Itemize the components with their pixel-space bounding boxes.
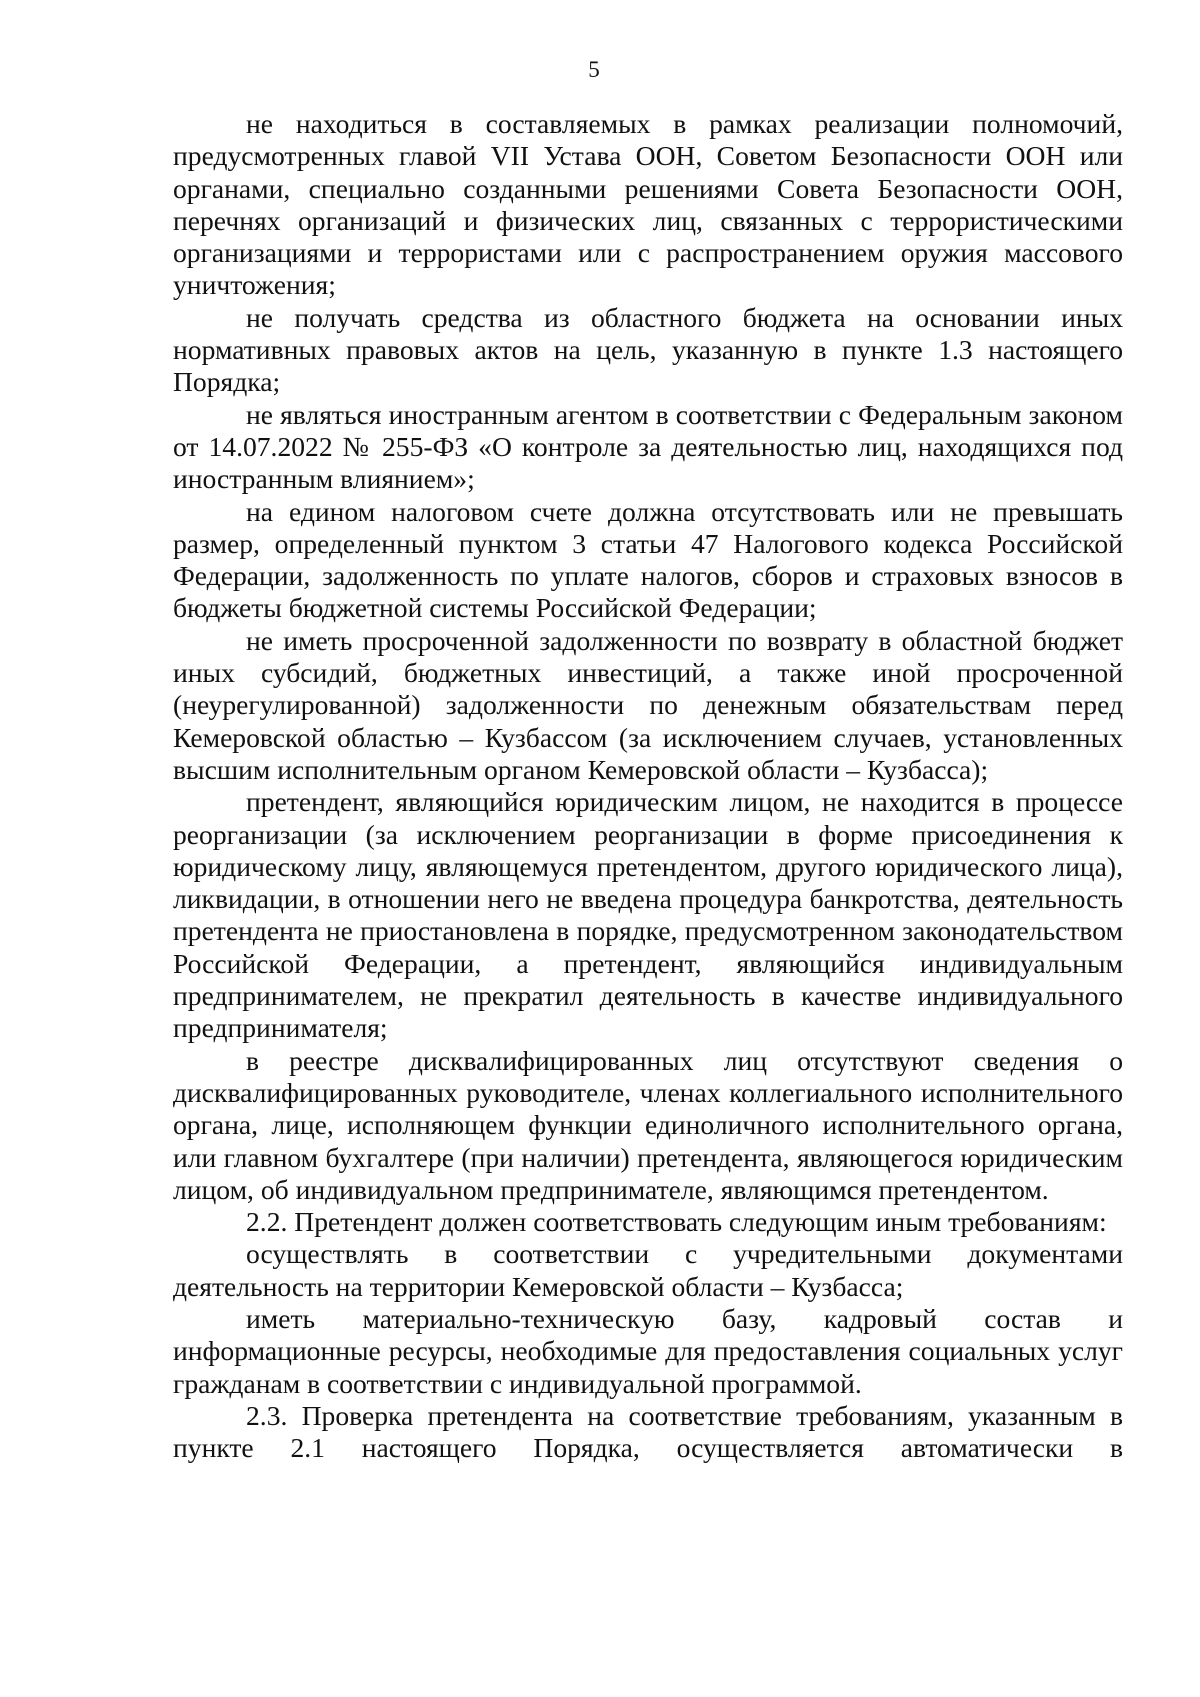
paragraph-material-base: иметь материально-техническую базу, кадровый состав и информационные ресурсы, необходимые для предоставления социальных услуг гражданам в соответствии с индивидуальной программой. bbox=[173, 1302, 1123, 1399]
paragraph-section-2-3: 2.3. Проверка претендента на соответствие требованиям, указанным в пункте 2.1 настоящего Порядка, осуществляется автоматически в bbox=[173, 1399, 1123, 1464]
paragraph-tax-account: на едином налоговом счете должна отсутствовать или не превышать размер, определенный пунктом 3 статьи 47 Налогового кодекса Российской Федерации, задолженность по уплате налогов, сборов и страховых взносов в бюджеты бюджетной системы Российской Федерации; bbox=[173, 495, 1123, 624]
paragraph-overdue-debt: не иметь просроченной задолженности по возврату в областной бюджет иных субсидий, бюджетных инвестиций, а также иной просроченной (неурегулированной) задолженности по денежным обязательствам перед Кемеровской областью – Кузбассом (за исключением случаев, установленных высшим исполнительным органом Кемеровской области – Кузбасса); bbox=[173, 624, 1123, 785]
paragraph-territory-activity: осуществлять в соответствии с учредительными документами деятельность на территории Кемеровской области – Кузбасса; bbox=[173, 1238, 1123, 1302]
paragraph-section-2-2: 2.2. Претендент должен соответствовать следующим иным требованиям: bbox=[246, 1206, 1107, 1238]
document-body bbox=[173, 108, 1123, 1464]
paragraph-un-sanctions-list: не находиться в составляемых в рамках реализации полномочий, предусмотренных главой VII Устава ООН, Советом Безопасности ООН или органами, специально созданными решениями Совета Безопасности ООН, перечнях организаций и физических лиц, связанных с террористическими организациями и террористами или с распространением оружия массового уничтожения; bbox=[173, 108, 1123, 301]
paragraph-foreign-agent: не являться иностранным агентом в соответствии с Федеральным законом от 14.07.2022 № 255-ФЗ «О контроле за деятельностью лиц, находящихся под иностранным влиянием»; bbox=[173, 398, 1123, 495]
paragraph-regional-budget-funds: не получать средства из областного бюджета на основании иных нормативных правовых актов на цель, указанную в пункте 1.3 настоящего Порядка; bbox=[173, 301, 1123, 398]
paragraph-reorganization: претендент, являющийся юридическим лицом, не находится в процессе реорганизации (за исключением реорганизации в форме присоединения к юридическому лицу, являющемуся претендентом, другого юридического лица), ликвидации, в отношении него не введена процедура банкротства, деятельность претендента не приостановлена в порядке, предусмотренном законодательством Российской Федерации, а претендент, являющийся индивидуальным предпринимателем, не прекратил деятельность в качестве индивидуального предпринимателя; bbox=[173, 786, 1123, 1044]
paragraph-disqualified-persons: в реестре дисквалифицированных лиц отсутствуют сведения о дисквалифицированных руководителе, членах коллегиального исполнительного органа, лице, исполняющем функции единоличного исполнительного органа, или главном бухгалтере (при наличии) претендента, являющегося юридическим лицом, об индивидуальном предпринимателе, являющимся претендентом. bbox=[173, 1044, 1123, 1205]
page-number: 5 bbox=[588, 57, 600, 82]
